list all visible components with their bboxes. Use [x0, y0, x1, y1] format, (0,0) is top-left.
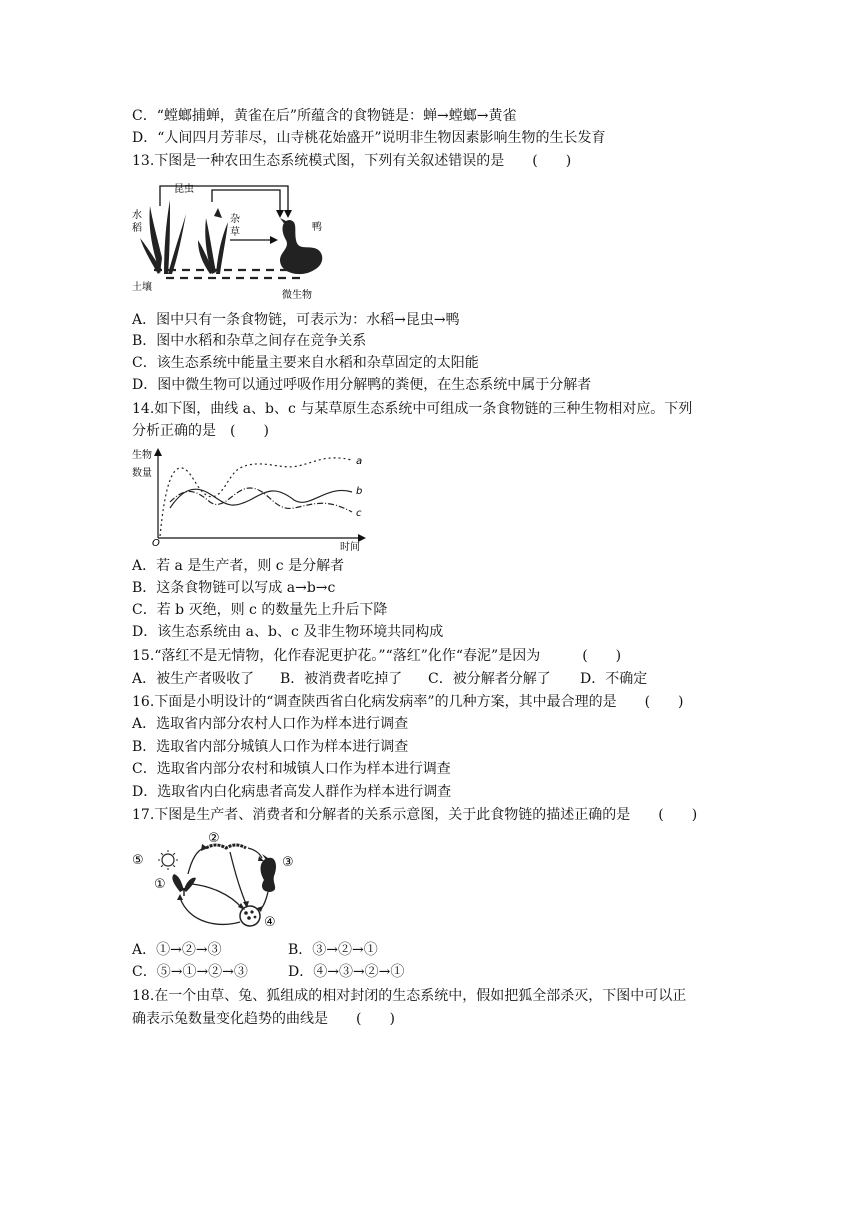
- q13-option-b: B．图中水稻和杂草之间存在竞争关系: [132, 333, 367, 349]
- q17-option-d: D．④→③→②→①: [288, 964, 405, 980]
- q17-options-row1: [132, 940, 378, 960]
- q13-stem: 13.下图是一种农田生态系统模式图，下列有关叙述错误的是 ( ): [132, 153, 572, 169]
- q14-option-d: D．该生态系统由 a、b、c 及非生物环境共同构成: [132, 624, 444, 640]
- figure-label-soil: 土壤: [132, 282, 152, 293]
- figure-label-rice-2: 稻: [132, 223, 142, 234]
- q13-option-c: C．该生态系统中能量主要来自水稻和杂草固定的太阳能: [132, 355, 479, 371]
- axis-label-y-1: 生物: [132, 450, 152, 461]
- q15-option-b: B．被消费者吃掉了: [280, 671, 403, 687]
- q16-option-b: B．选取省内部分城镇人口作为样本进行调查: [132, 739, 409, 755]
- q14-option-c: C．若 b 灭绝，则 c 的数量先上升后下降: [132, 602, 388, 618]
- q15-option-c: C．被分解者分解了: [428, 671, 551, 687]
- figure-label-insect: 昆虫: [174, 184, 194, 195]
- q14-population-curves-figure: [130, 446, 370, 560]
- axis-label-y-2: 数量: [132, 468, 152, 479]
- q14-stem-line1: 14.如下图，曲线 a、b、c 与某草原生态系统中可组成一条食物链的三种生物相对应。下列: [132, 401, 693, 417]
- q15-option-a: A．被生产者吸收了: [132, 671, 255, 687]
- figure-label-duck: 鸭: [312, 222, 322, 233]
- curve-label-a: a: [356, 456, 363, 467]
- q15-option-d: D．不确定: [580, 671, 648, 687]
- q12-option-c: C．“螳螂捕蝉，黄雀在后”所蕴含的食物链是：蝉→螳螂→黄雀: [132, 108, 517, 124]
- figure-label-microbe: 微生物: [282, 290, 312, 301]
- q14-option-b: B．这条食物链可以写成 a→b→c: [132, 580, 336, 596]
- q18-stem-line2: 确表示兔数量变化趋势的曲线是 ( ): [132, 1011, 395, 1027]
- figure-label-rice-1: 水: [132, 210, 142, 221]
- q13-option-d: D．图中微生物可以通过呼吸作用分解鸭的粪便，在生态系统中属于分解者: [132, 377, 592, 393]
- curve-label-b: b: [356, 486, 363, 497]
- q17-option-c: C．⑤→①→②→③: [132, 964, 248, 980]
- q15-options: [132, 669, 647, 689]
- q12-option-d: D．“人间四月芳菲尽，山寺桃花始盛开”说明非生物因素影响生物的生长发育: [132, 130, 606, 146]
- q17-option-b: B．③→②→①: [288, 942, 378, 958]
- figure-label-2: ②: [208, 831, 220, 846]
- q18-stem-line1: 18.在一个由草、兔、狐组成的相对封闭的生态系统中，假如把狐全部杀灭，下图中可以正: [132, 988, 687, 1004]
- figure-label-1: ①: [154, 877, 166, 892]
- q13-option-a: A．图中只有一条食物链，可表示为：水稻→昆虫→鸭: [132, 312, 460, 328]
- q14-option-a: A．若 a 是生产者，则 c 是分解者: [132, 558, 345, 574]
- q14-stem-line2: 分析正确的是 ( ): [132, 423, 269, 439]
- q15-stem: 15.“落红不是无情物，化作春泥更护花。”“落红”化作“春泥”是因为 ( ): [132, 648, 622, 664]
- q16-option-a: A．选取省内部分农村人口作为样本进行调查: [132, 716, 409, 732]
- q17-options-row2: [132, 962, 404, 982]
- q17-ecosystem-cycle-figure: [130, 828, 300, 936]
- axis-label-x: 时间: [340, 542, 360, 553]
- figure-label-4: ④: [264, 915, 276, 930]
- axis-origin: O: [152, 538, 160, 549]
- curve-label-c: c: [356, 508, 362, 519]
- q17-option-a: A．①→②→③: [132, 942, 222, 958]
- figure-label-weeds-1: 杂: [230, 214, 240, 225]
- q16-stem: 16.下面是小明设计的“调查陕西省白化病发病率”的几种方案，其中最合理的是 ( ): [132, 694, 684, 710]
- figure-label-3: ③: [282, 855, 294, 870]
- figure-label-5: ⑤: [132, 853, 144, 868]
- q16-option-c: C．选取省内部分农村和城镇人口作为样本进行调查: [132, 761, 451, 777]
- q13-farm-ecosystem-figure: [130, 178, 340, 308]
- figure-label-weeds-2: 草: [230, 227, 240, 238]
- q17-stem: 17.下图是生产者、消费者和分解者的关系示意图，关于此食物链的描述正确的是 ( ): [132, 807, 698, 823]
- q16-option-d: D．选取省内白化病患者高发人群作为样本进行调查: [132, 784, 452, 800]
